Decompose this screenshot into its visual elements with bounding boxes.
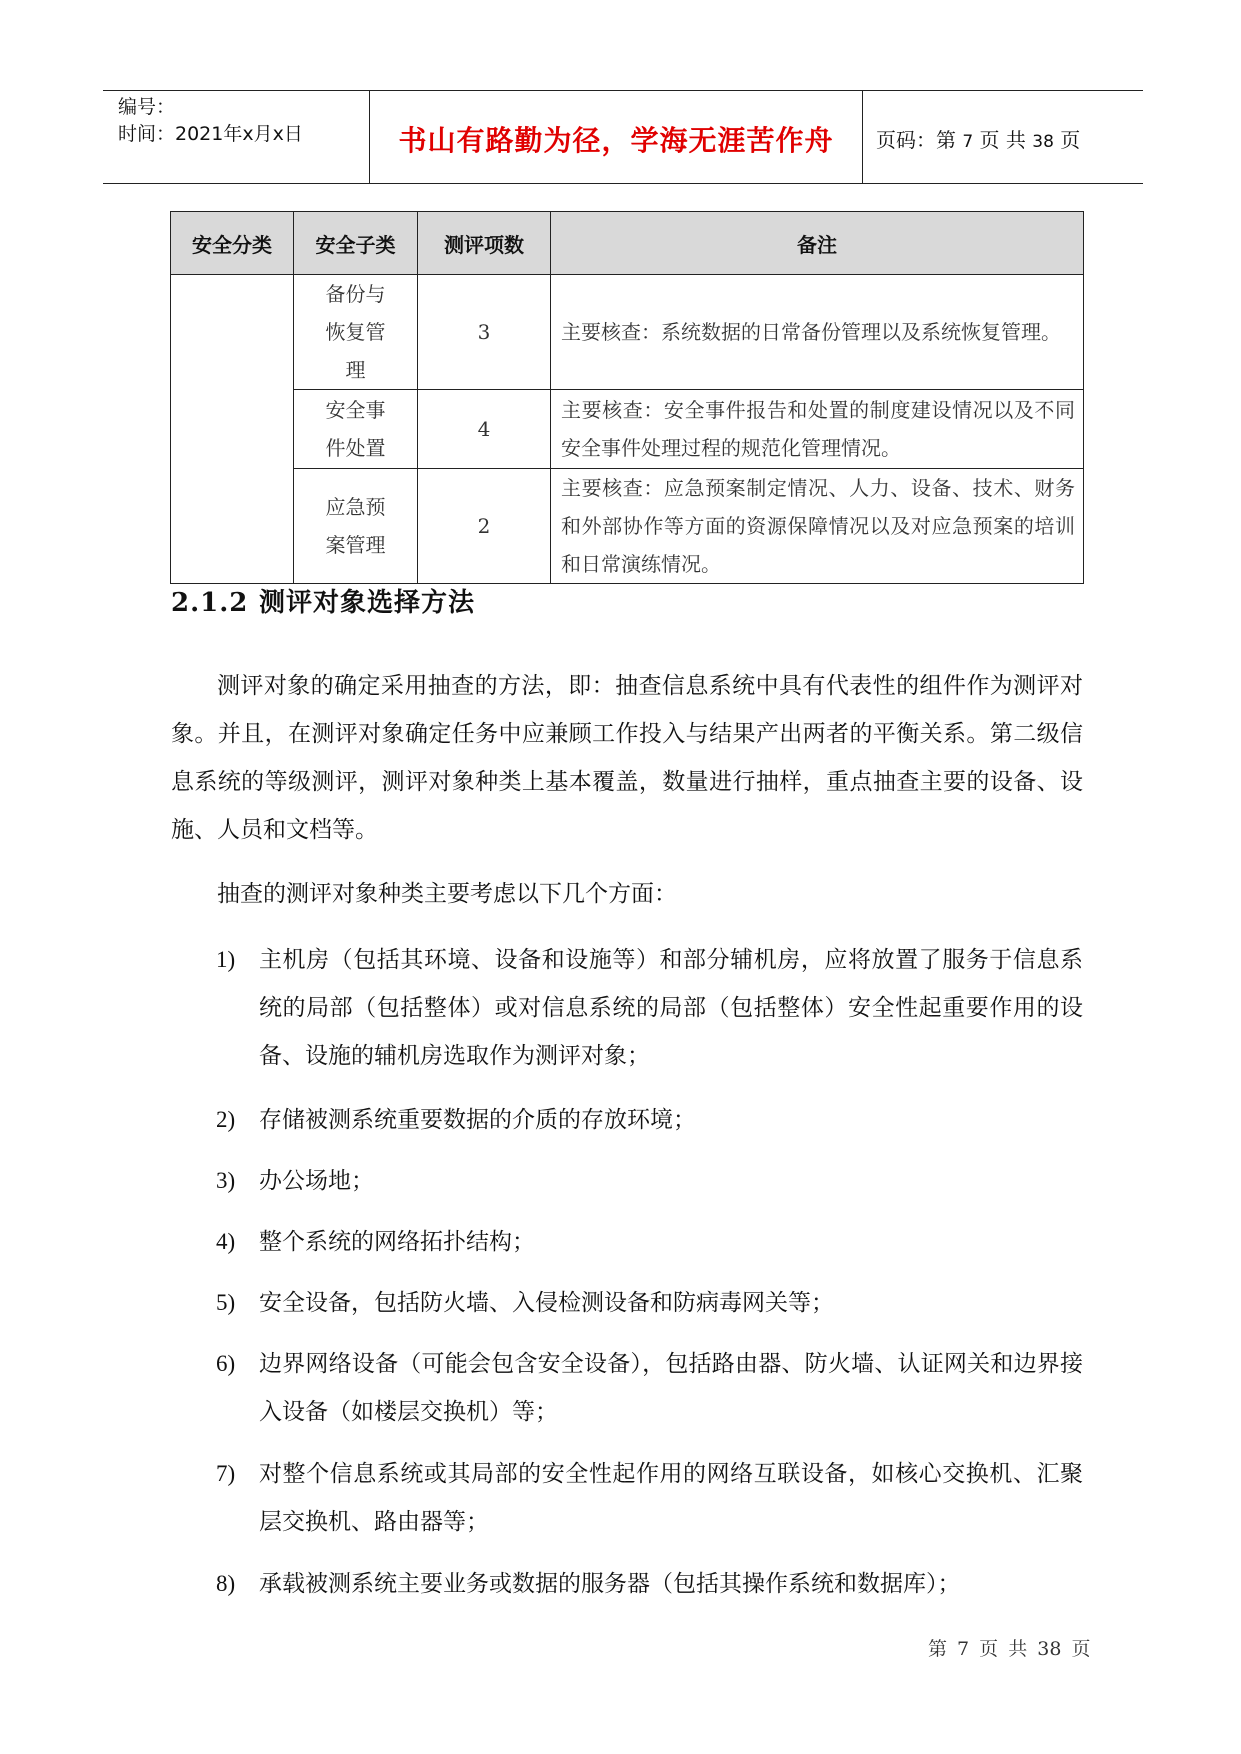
list-item-number: 7): [216, 1461, 236, 1486]
subcategory-cell: 应急预案管理: [294, 469, 418, 584]
header-slogan: 书山有路勤为径，学海无涯苦作舟: [398, 124, 834, 157]
header-top-rule: [103, 90, 1143, 91]
table-row: [171, 469, 1084, 584]
section-number: 2.1.2: [171, 588, 249, 618]
note-cell: 主要核查：系统数据的日常备份管理以及系统恢复管理。: [551, 275, 1084, 390]
col-header-subcategory: 安全子类: [294, 212, 418, 275]
header-number-label: 编号：: [118, 96, 176, 118]
count-cell: 3: [418, 275, 551, 390]
col-header-note: 备注: [551, 212, 1084, 275]
col-header-count: 测评项数: [418, 212, 551, 275]
note-cell: 主要核查：应急预案制定情况、人力、设备、技术、财务和外部协作等方面的资源保障情况以及对应急预案的培训和日常演练情况。: [551, 469, 1084, 584]
list-item-number: 2): [216, 1107, 236, 1132]
list-item-text: 主机房（包括其环境、设备和设施等）和部分辅机房，应将放置了服务于信息系统的局部（包括整体）或对信息系统的局部（包括整体）安全性起重要作用的设备、设施的辅机房选取作为测评对象；: [259, 947, 1083, 1069]
table-row: [171, 275, 1084, 390]
subcategory-cell: 安全事件处置: [294, 390, 418, 469]
list-item-text: 办公场地；: [259, 1168, 374, 1194]
list-item-text: 安全设备，包括防火墙、入侵检测设备和防病毒网关等；: [259, 1290, 834, 1316]
category-cell: [171, 275, 294, 584]
list-item-number: 5): [216, 1290, 236, 1315]
section-title: 测评对象选择方法: [259, 588, 476, 618]
body-paragraph: 测评对象的确定采用抽查的方法，即：抽查信息系统中具有代表性的组件作为测评对象。并且，在测评对象确定任务中应兼顾工作投入与结果产出两者的平衡关系。第二级信息系统的等级测评，测评对象种类上基本覆盖，数量进行抽样，重点抽查主要的设备、设施、人员和文档等。: [171, 673, 1083, 843]
header-bottom-rule: [103, 183, 1143, 184]
list-item: [171, 1340, 1083, 1436]
list-item: [171, 1096, 1083, 1144]
list-item: [171, 1450, 1083, 1546]
list-item-text: 承载被测系统主要业务或数据的服务器（包括其操作系统和数据库）；: [259, 1571, 961, 1597]
list-item-number: 6): [216, 1351, 236, 1376]
col-header-category: 安全分类: [171, 212, 294, 275]
list-item-number: 4): [216, 1229, 236, 1254]
page-suffix: 页: [1060, 128, 1081, 152]
header-divider-right: [862, 90, 863, 183]
section-heading: [171, 582, 475, 619]
list-item-number: 8): [216, 1571, 236, 1596]
table-row: [171, 390, 1084, 469]
subcategory-cell: 备份与恢复管理: [294, 275, 418, 390]
header-time-label: 时间：2021年x月x日: [118, 123, 303, 145]
list-item-text: 边界网络设备（可能会包含安全设备），包括路由器、防火墙、认证网关和边界接入设备（如楼层交换机）等；: [259, 1351, 1083, 1425]
list-item-text: 存储被测系统重要数据的介质的存放环境；: [259, 1107, 696, 1133]
list-item: [171, 1279, 1083, 1327]
list-item: [171, 1560, 1083, 1608]
body-paragraph: 抽查的测评对象种类主要考虑以下几个方面：: [217, 881, 677, 907]
page-footer: 第 7 页 共 38 页: [928, 1638, 1091, 1660]
list-item-text: 对整个信息系统或其局部的安全性起作用的网络互联设备，如核心交换机、汇聚层交换机、路由器等；: [259, 1461, 1083, 1535]
count-cell: 2: [418, 469, 551, 584]
security-table: [170, 211, 1084, 584]
list-item: [171, 936, 1083, 1080]
page-current: 7: [962, 132, 974, 152]
list-item: [171, 1157, 1083, 1205]
note-cell: 主要核查：安全事件报告和处置的制度建设情况以及不同安全事件处理过程的规范化管理情况。: [551, 390, 1084, 469]
count-cell: 4: [418, 390, 551, 469]
list-item-number: 1): [216, 947, 236, 972]
header-page-indicator: [876, 124, 1080, 153]
page-total: 38: [1032, 132, 1054, 152]
page-mid: 页 共: [979, 128, 1026, 152]
list-item: [171, 1218, 1083, 1266]
table-header-row: [171, 212, 1084, 275]
header-meta: [118, 94, 303, 148]
list-item-number: 3): [216, 1168, 236, 1193]
page-prefix: 页码：第: [876, 128, 956, 152]
list-item-text: 整个系统的网络拓扑结构；: [259, 1229, 535, 1255]
